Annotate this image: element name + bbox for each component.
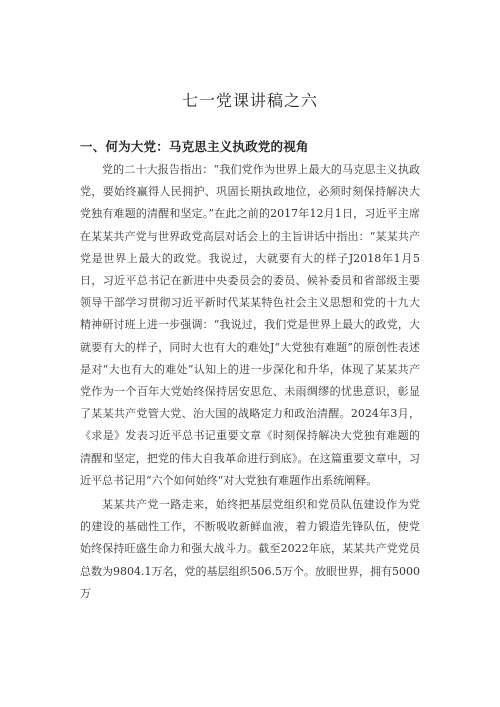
document-title: 七一党课讲稿之六 bbox=[181, 91, 318, 110]
body-paragraph-2: 某某共产党一路走来，始终把基层党组织和党员队伍建设作为党的建设的基础性工作，不断吸收新鲜血液，着力锻造先锋队伍，使党始终保持旺盛生命力和强大战斗力。截至2022年底，某某共产党党员总数为9804.1万名，党的基层组织506.5万个。放眼世界，拥有5000万 bbox=[80, 498, 420, 600]
section-heading: 一、何为大党：马克思主义执政党的视角 bbox=[80, 139, 309, 154]
body-paragraph-1: 党的二十大报告指出：“我们党作为世界上最大的马克思主义执政党，要始终赢得人民拥护、巩固长期执政地位，必须时刻保持解决大党独有难题的清醒和坚定。”在此之前的2017年12月1日，习近平主席在某某共产党与世界政党高层对话会上的主旨讲话中指出：“某某共产党是世界上最大的政党。我说过，大就要有大的样子J2018年1月5日，习近平总书记在新进中央委员会的委员、候补委员和省部级主要领导干部学习贯彻习近平新时代某某特色社会主义思想和党的十九大精神研讨班上进一步强调：“我说过，我们党是世界上最大的政党，大就要有大的样子，同时大也有大的难处J“大党独有难题”的原创性表述是对“大也有大的难处”认知上的进一步深化和升华，体现了某某共产党作为一个百年大党始终保持居安思危、未雨绸缪的忧患意识，彰显了某某共产党管大党、治大国的战略定力和政治清醒。2024年3月，《求是》发表习近平总书记重要文章《时刻保持解决大党独有难题的清醒和坚定，把党的伟大自我革命进行到底》。在这篇重要文章中，习近平总书记用“六个如何始终“对大党独有难题作出系统阐释。 bbox=[80, 163, 420, 487]
